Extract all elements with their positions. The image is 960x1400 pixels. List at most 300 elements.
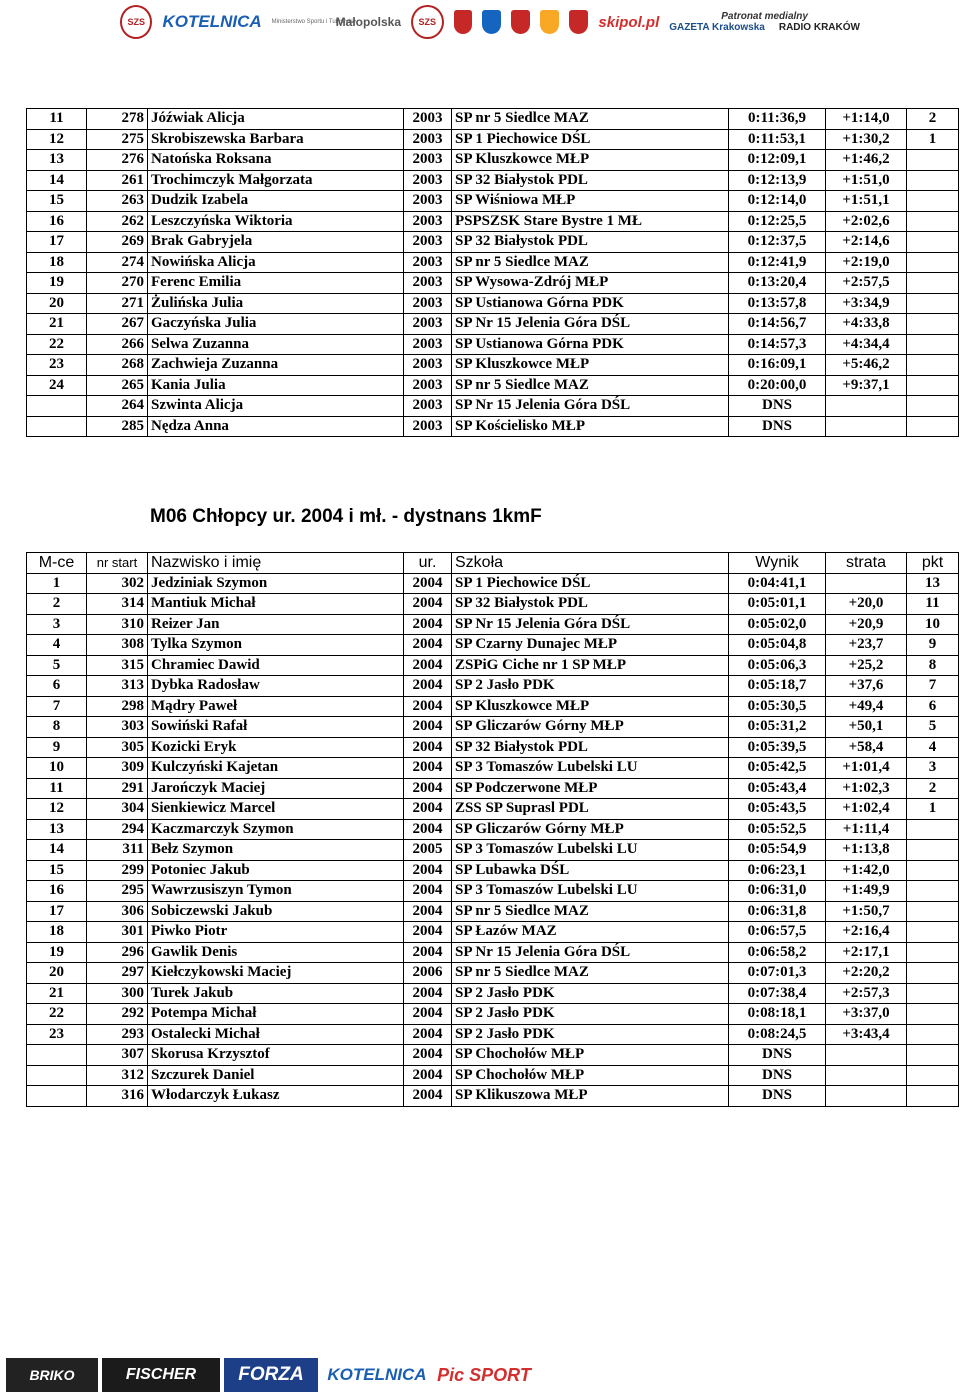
cell-school: SP Kluszkowce MŁP [452, 150, 729, 171]
cell-school: ZSS SP Suprasl PDL [452, 799, 729, 820]
cell-year: 2004 [404, 901, 452, 922]
cell-start-number: 304 [87, 799, 148, 820]
cell-loss: +2:20,2 [826, 963, 907, 984]
table-row [27, 901, 959, 922]
cell-name: Kozicki Eryk [148, 737, 404, 758]
cell-result: 0:05:54,9 [729, 840, 826, 861]
cell-result: 0:11:53,1 [729, 129, 826, 150]
cell-school: SP nr 5 Siedlce MAZ [452, 252, 729, 273]
cell-school: SP Podczerwone MŁP [452, 778, 729, 799]
table-row [27, 150, 959, 171]
skipol-logo: skipol.pl [598, 13, 660, 31]
cell-points [907, 1045, 959, 1066]
cell-school: SP Nr 15 Jelenia Góra DŚL [452, 942, 729, 963]
cell-place: 22 [27, 1004, 87, 1025]
cell-school: SP 1 Piechowice DŚL [452, 573, 729, 594]
cell-points [907, 942, 959, 963]
girls-results-body [27, 109, 959, 437]
cell-year: 2004 [404, 573, 452, 594]
cell-result: 0:05:43,5 [729, 799, 826, 820]
table-row [27, 1065, 959, 1086]
cell-name: Tylka Szymon [148, 635, 404, 656]
cell-name: Sowiński Rafał [148, 717, 404, 738]
table-row [27, 232, 959, 253]
table-row [27, 614, 959, 635]
col-header-place: M-ce [27, 553, 87, 574]
cell-points: 9 [907, 635, 959, 656]
cell-result: 0:05:02,0 [729, 614, 826, 635]
cell-result: 0:16:09,1 [729, 355, 826, 376]
cell-points [907, 170, 959, 191]
cell-name: Włodarczyk Łukasz [148, 1086, 404, 1107]
cell-start-number: 293 [87, 1024, 148, 1045]
patronage-label: Patronat medialny [721, 11, 808, 22]
cell-place: 21 [27, 314, 87, 335]
cell-result: DNS [729, 1045, 826, 1066]
cell-start-number: 310 [87, 614, 148, 635]
cell-points: 8 [907, 655, 959, 676]
cell-school: SP Kościelisko MŁP [452, 416, 729, 437]
cell-year: 2004 [404, 1065, 452, 1086]
cell-year: 2004 [404, 635, 452, 656]
cell-loss [826, 1045, 907, 1066]
cell-school: SP 3 Tomaszów Lubelski LU [452, 758, 729, 779]
col-header-loss: strata [826, 553, 907, 574]
cell-points [907, 314, 959, 335]
cell-result: 0:20:00,0 [729, 375, 826, 396]
cell-start-number: 307 [87, 1045, 148, 1066]
cell-year: 2004 [404, 819, 452, 840]
cell-loss: +49,4 [826, 696, 907, 717]
cell-loss: +2:14,6 [826, 232, 907, 253]
szs-logo-2: SZS [411, 5, 443, 39]
cell-year: 2004 [404, 1086, 452, 1107]
cell-place: 16 [27, 881, 87, 902]
cell-start-number: 265 [87, 375, 148, 396]
cell-start-number: 268 [87, 355, 148, 376]
cell-name: Dybka Radosław [148, 676, 404, 697]
cell-year: 2004 [404, 676, 452, 697]
table-row [27, 983, 959, 1004]
boys-results-table [26, 552, 959, 1107]
cell-loss: +2:02,6 [826, 211, 907, 232]
cell-loss: +1:30,2 [826, 129, 907, 150]
cell-place: 7 [27, 696, 87, 717]
cell-loss: +3:34,9 [826, 293, 907, 314]
cell-school: SP 32 Białystok PDL [452, 232, 729, 253]
cell-name: Leszczyńska Wiktoria [148, 211, 404, 232]
cell-points [907, 963, 959, 984]
cell-loss: +1:02,3 [826, 778, 907, 799]
cell-points: 13 [907, 573, 959, 594]
cell-place: 18 [27, 922, 87, 943]
cell-points [907, 1065, 959, 1086]
cell-loss: +9:37,1 [826, 375, 907, 396]
cell-result: 0:05:42,5 [729, 758, 826, 779]
cell-year: 2004 [404, 942, 452, 963]
cell-school: SP Gliczarów Górny MŁP [452, 819, 729, 840]
cell-points [907, 232, 959, 253]
cell-place: 17 [27, 232, 87, 253]
cell-year: 2006 [404, 963, 452, 984]
cell-school: SP nr 5 Siedlce MAZ [452, 109, 729, 130]
section-title: M06 Chłopcy ur. 2004 i mł. - dystnans 1kmF [150, 506, 542, 527]
table-row [27, 676, 959, 697]
cell-school: SP Nr 15 Jelenia Góra DŚL [452, 614, 729, 635]
cell-start-number: 270 [87, 273, 148, 294]
cell-place: 19 [27, 942, 87, 963]
forza-logo: FORZA [224, 1358, 318, 1392]
cell-school: SP Chochołów MŁP [452, 1045, 729, 1066]
cell-loss: +1:42,0 [826, 860, 907, 881]
cell-name: Brak Gabryjela [148, 232, 404, 253]
cell-loss: +1:49,9 [826, 881, 907, 902]
cell-school: SP Klikuszowa MŁP [452, 1086, 729, 1107]
cell-school: SP Kluszkowce MŁP [452, 696, 729, 717]
table-row [27, 819, 959, 840]
cell-points [907, 396, 959, 417]
cell-place: 11 [27, 778, 87, 799]
cell-points [907, 881, 959, 902]
cell-year: 2004 [404, 696, 452, 717]
table-row [27, 696, 959, 717]
cell-start-number: 271 [87, 293, 148, 314]
cell-start-number: 303 [87, 717, 148, 738]
cell-year: 2003 [404, 211, 452, 232]
cell-name: Dudzik Izabela [148, 191, 404, 212]
cell-result: DNS [729, 1086, 826, 1107]
cell-start-number: 285 [87, 416, 148, 437]
cell-school: PSPSZSK Stare Bystre 1 MŁ [452, 211, 729, 232]
cell-name: Jarończyk Maciej [148, 778, 404, 799]
cell-year: 2004 [404, 655, 452, 676]
cell-place [27, 1086, 87, 1107]
table-row [27, 252, 959, 273]
cell-name: Gawlik Denis [148, 942, 404, 963]
cell-school: SP Łazów MAZ [452, 922, 729, 943]
cell-points [907, 860, 959, 881]
cell-loss: +2:19,0 [826, 252, 907, 273]
col-header-school: Szkoła [452, 553, 729, 574]
table-row [27, 170, 959, 191]
cell-school: SP Nr 15 Jelenia Góra DŚL [452, 396, 729, 417]
cell-year: 2003 [404, 396, 452, 417]
cell-result: 0:06:31,8 [729, 901, 826, 922]
cell-school: SP Kluszkowce MŁP [452, 355, 729, 376]
cell-start-number: 309 [87, 758, 148, 779]
col-header-result: Wynik [729, 553, 826, 574]
cell-name: Nowińska Alicja [148, 252, 404, 273]
cell-place: 13 [27, 150, 87, 171]
cell-loss: +1:51,1 [826, 191, 907, 212]
cell-points [907, 983, 959, 1004]
radio-krakow-logo: RADIO KRAKÓW [778, 22, 860, 33]
cell-result: 0:05:01,1 [729, 594, 826, 615]
cell-start-number: 264 [87, 396, 148, 417]
cell-name: Gaczyńska Julia [148, 314, 404, 335]
table-row [27, 881, 959, 902]
cell-year: 2003 [404, 334, 452, 355]
cell-school: SP 32 Białystok PDL [452, 737, 729, 758]
cell-name: Mądry Paweł [148, 696, 404, 717]
cell-name: Kaczmarczyk Szymon [148, 819, 404, 840]
cell-start-number: 308 [87, 635, 148, 656]
cell-year: 2003 [404, 150, 452, 171]
cell-year: 2004 [404, 758, 452, 779]
col-header-year: ur. [404, 553, 452, 574]
cell-loss [826, 1086, 907, 1107]
cell-place: 23 [27, 1024, 87, 1045]
cell-loss: +20,0 [826, 594, 907, 615]
cell-result: 0:08:18,1 [729, 1004, 826, 1025]
cell-name: Piwko Piotr [148, 922, 404, 943]
cell-points: 4 [907, 737, 959, 758]
cell-points [907, 1004, 959, 1025]
table-row [27, 635, 959, 656]
cell-place: 16 [27, 211, 87, 232]
cell-school: SP 1 Piechowice DŚL [452, 129, 729, 150]
cell-place: 2 [27, 594, 87, 615]
cell-name: Wawrzusiszyn Tymon [148, 881, 404, 902]
cell-place [27, 1065, 87, 1086]
cell-year: 2004 [404, 594, 452, 615]
cell-name: Kania Julia [148, 375, 404, 396]
cell-school: SP Nr 15 Jelenia Góra DŚL [452, 314, 729, 335]
cell-result: 0:07:38,4 [729, 983, 826, 1004]
cell-school: SP Ustianowa Górna PDK [452, 334, 729, 355]
cell-school: SP 2 Jasło PDK [452, 676, 729, 697]
cell-points: 2 [907, 109, 959, 130]
cell-place: 19 [27, 273, 87, 294]
cell-name: Mantiuk Michał [148, 594, 404, 615]
cell-name: Nędza Anna [148, 416, 404, 437]
cell-place: 17 [27, 901, 87, 922]
cell-result: 0:05:31,2 [729, 717, 826, 738]
cell-points: 6 [907, 696, 959, 717]
cell-points: 10 [907, 614, 959, 635]
cell-result: 0:12:25,5 [729, 211, 826, 232]
cell-place: 21 [27, 983, 87, 1004]
cell-school: SP Wiśniowa MŁP [452, 191, 729, 212]
cell-school: SP nr 5 Siedlce MAZ [452, 901, 729, 922]
cell-start-number: 302 [87, 573, 148, 594]
cell-school: SP 32 Białystok PDL [452, 170, 729, 191]
cell-name: Skrobiszewska Barbara [148, 129, 404, 150]
table-row [27, 963, 959, 984]
cell-points: 11 [907, 594, 959, 615]
cell-loss: +4:34,4 [826, 334, 907, 355]
cell-loss: +2:17,1 [826, 942, 907, 963]
cell-start-number: 292 [87, 1004, 148, 1025]
cell-start-number: 294 [87, 819, 148, 840]
cell-start-number: 297 [87, 963, 148, 984]
cell-school: SP Wysowa-Zdrój MŁP [452, 273, 729, 294]
cell-result: 0:12:14,0 [729, 191, 826, 212]
cell-start-number: 314 [87, 594, 148, 615]
cell-loss: +1:11,4 [826, 819, 907, 840]
cell-name: Jóźwiak Alicja [148, 109, 404, 130]
cell-year: 2004 [404, 860, 452, 881]
cell-loss: +1:50,7 [826, 901, 907, 922]
cell-name: Potoniec Jakub [148, 860, 404, 881]
crest-icon [511, 10, 530, 34]
cell-result: 0:06:31,0 [729, 881, 826, 902]
cell-loss: +25,2 [826, 655, 907, 676]
table-row [27, 655, 959, 676]
cell-loss: +58,4 [826, 737, 907, 758]
gazeta-krakowska-logo: GAZETA Krakowska [669, 22, 765, 33]
cell-loss [826, 416, 907, 437]
cell-place: 12 [27, 799, 87, 820]
cell-start-number: 306 [87, 901, 148, 922]
cell-points [907, 150, 959, 171]
cell-start-number: 305 [87, 737, 148, 758]
cell-start-number: 261 [87, 170, 148, 191]
cell-result: 0:05:30,5 [729, 696, 826, 717]
cell-result: 0:06:23,1 [729, 860, 826, 881]
col-header-start-number: nr start [87, 553, 148, 574]
cell-start-number: 262 [87, 211, 148, 232]
cell-place: 11 [27, 109, 87, 130]
cell-points: 5 [907, 717, 959, 738]
cell-place: 10 [27, 758, 87, 779]
cell-start-number: 269 [87, 232, 148, 253]
cell-loss: +20,9 [826, 614, 907, 635]
cell-year: 2004 [404, 1024, 452, 1045]
cell-start-number: 299 [87, 860, 148, 881]
cell-place [27, 416, 87, 437]
cell-start-number: 267 [87, 314, 148, 335]
cell-points [907, 293, 959, 314]
cell-start-number: 278 [87, 109, 148, 130]
cell-points: 1 [907, 129, 959, 150]
szs-logo: SZS [120, 5, 152, 39]
cell-year: 2004 [404, 614, 452, 635]
cell-place: 12 [27, 129, 87, 150]
cell-points [907, 252, 959, 273]
cell-name: Reizer Jan [148, 614, 404, 635]
cell-points [907, 901, 959, 922]
cell-year: 2003 [404, 252, 452, 273]
cell-place: 18 [27, 252, 87, 273]
table-row [27, 273, 959, 294]
cell-year: 2003 [404, 129, 452, 150]
cell-school: SP Chochołów MŁP [452, 1065, 729, 1086]
cell-place [27, 1045, 87, 1066]
table-row [27, 737, 959, 758]
cell-result: DNS [729, 416, 826, 437]
table-row [27, 799, 959, 820]
cell-loss: +1:51,0 [826, 170, 907, 191]
cell-school: SP 2 Jasło PDK [452, 983, 729, 1004]
table-row [27, 758, 959, 779]
cell-points [907, 355, 959, 376]
cell-loss: +1:13,8 [826, 840, 907, 861]
cell-name: Zachwieja Zuzanna [148, 355, 404, 376]
cell-year: 2003 [404, 293, 452, 314]
cell-start-number: 301 [87, 922, 148, 943]
cell-result: 0:05:04,8 [729, 635, 826, 656]
cell-result: 0:12:09,1 [729, 150, 826, 171]
cell-year: 2003 [404, 416, 452, 437]
cell-name: Turek Jakub [148, 983, 404, 1004]
cell-name: Jedziniak Szymon [148, 573, 404, 594]
cell-year: 2004 [404, 778, 452, 799]
cell-start-number: 263 [87, 191, 148, 212]
table-row [27, 334, 959, 355]
header-row [27, 553, 959, 574]
cell-loss: +2:16,4 [826, 922, 907, 943]
table-row [27, 416, 959, 437]
cell-place: 13 [27, 819, 87, 840]
table-row [27, 211, 959, 232]
cell-year: 2004 [404, 737, 452, 758]
cell-year: 2004 [404, 983, 452, 1004]
cell-year: 2003 [404, 170, 452, 191]
crest-icon [482, 10, 501, 34]
cell-result: 0:13:57,8 [729, 293, 826, 314]
table-row [27, 922, 959, 943]
cell-place: 3 [27, 614, 87, 635]
cell-name: Bełz Szymon [148, 840, 404, 861]
cell-name: Natońska Roksana [148, 150, 404, 171]
cell-start-number: 291 [87, 778, 148, 799]
cell-points: 1 [907, 799, 959, 820]
cell-name: Trochimczyk Małgorzata [148, 170, 404, 191]
cell-points [907, 375, 959, 396]
cell-result: 0:08:24,5 [729, 1024, 826, 1045]
cell-loss: +1:02,4 [826, 799, 907, 820]
table-row [27, 860, 959, 881]
cell-loss: +3:37,0 [826, 1004, 907, 1025]
cell-loss: +50,1 [826, 717, 907, 738]
cell-name: Skorusa Krzysztof [148, 1045, 404, 1066]
cell-loss: +23,7 [826, 635, 907, 656]
cell-loss: +1:14,0 [826, 109, 907, 130]
cell-start-number: 315 [87, 655, 148, 676]
cell-name: Szwinta Alicja [148, 396, 404, 417]
cell-name: Sienkiewicz Marcel [148, 799, 404, 820]
cell-result: 0:07:01,3 [729, 963, 826, 984]
table-row [27, 778, 959, 799]
cell-place: 24 [27, 375, 87, 396]
cell-loss: +1:46,2 [826, 150, 907, 171]
cell-name: Kulczyński Kajetan [148, 758, 404, 779]
cell-loss: +3:43,4 [826, 1024, 907, 1045]
cell-result: 0:05:18,7 [729, 676, 826, 697]
table-row [27, 573, 959, 594]
cell-points: 3 [907, 758, 959, 779]
table-row [27, 191, 959, 212]
crest-icon [540, 10, 559, 34]
table-row [27, 840, 959, 861]
cell-place: 1 [27, 573, 87, 594]
cell-start-number: 298 [87, 696, 148, 717]
table-row [27, 594, 959, 615]
cell-points [907, 840, 959, 861]
boys-results-body [27, 573, 959, 1106]
cell-year: 2004 [404, 799, 452, 820]
cell-loss: +5:46,2 [826, 355, 907, 376]
cell-result: DNS [729, 396, 826, 417]
cell-points [907, 1086, 959, 1107]
table-row [27, 1045, 959, 1066]
media-patronage [669, 11, 860, 33]
cell-result: 0:05:39,5 [729, 737, 826, 758]
cell-school: SP 32 Białystok PDL [452, 594, 729, 615]
cell-name: Sobiczewski Jakub [148, 901, 404, 922]
cell-name: Szczurek Daniel [148, 1065, 404, 1086]
